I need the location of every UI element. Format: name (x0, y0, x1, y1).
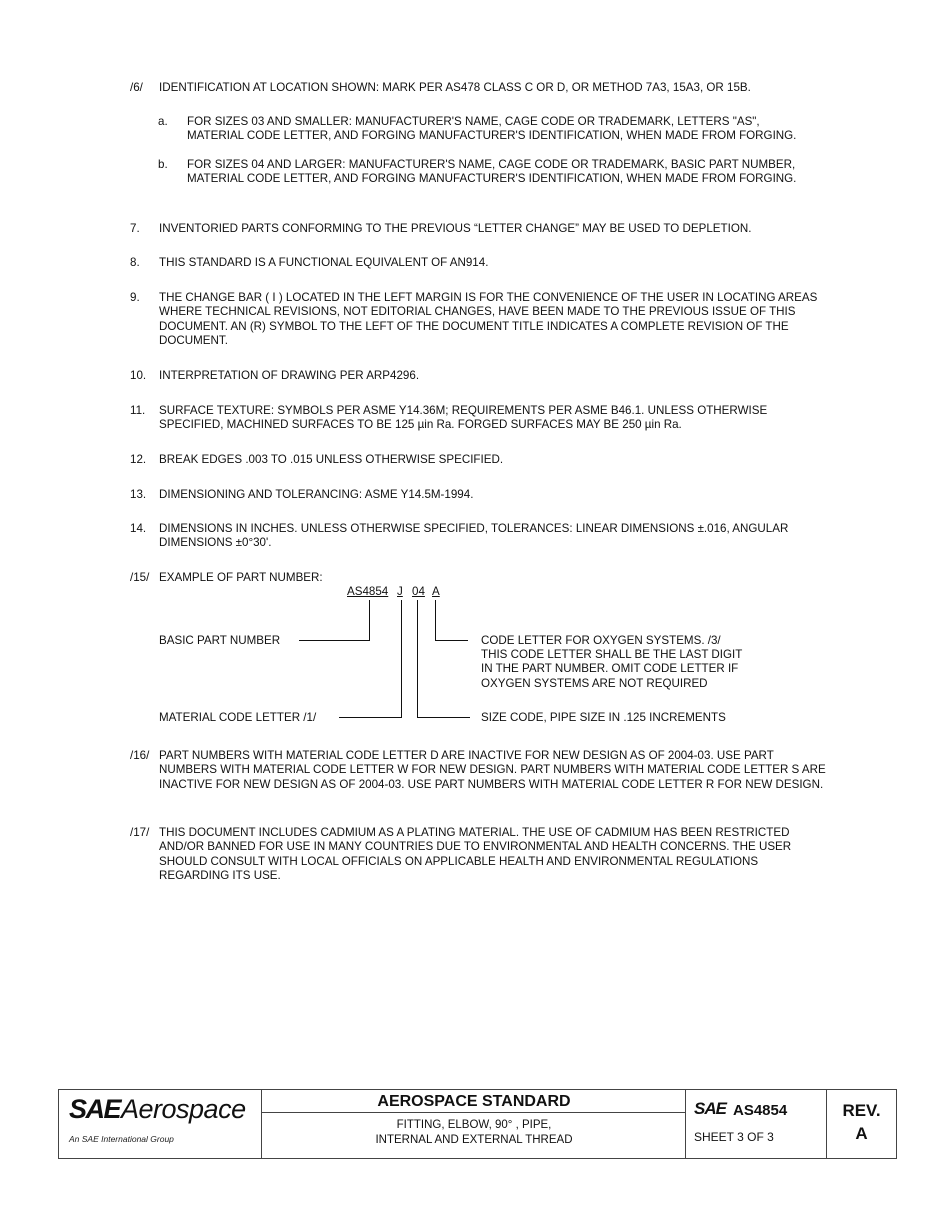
note-text: INTERPRETATION OF DRAWING PER ARP4296. (159, 369, 420, 382)
leader-material-horizontal (339, 717, 402, 718)
note-13 (130, 488, 830, 502)
sheet-number: SHEET 3 OF 3 (694, 1130, 774, 1144)
leader-code-horizontal (435, 640, 468, 641)
basic-part-label: BASIC PART NUMBER (159, 634, 281, 647)
note-6a (158, 115, 818, 144)
note-17 (130, 826, 830, 884)
note-number: a. (158, 115, 168, 128)
part-size-code: 04 (412, 585, 425, 598)
code-letter-label-1: CODE LETTER FOR OXYGEN SYSTEMS. /3/ (481, 634, 721, 647)
sae-small-logo: SAE (694, 1099, 726, 1118)
note-16 (130, 749, 830, 792)
revision-value: A (855, 1124, 868, 1143)
note-text: THIS STANDARD IS A FUNCTIONAL EQUIVALENT OF AN914. (159, 256, 489, 269)
note-text: EXAMPLE OF PART NUMBER: (159, 571, 323, 584)
revision-label: REV. (842, 1101, 881, 1120)
note-text: IDENTIFICATION AT LOCATION SHOWN: MARK PER AS478 CLASS C OR D, OR METHOD 7A3, 15A3, OR 15B. (159, 81, 751, 94)
note-11 (130, 404, 830, 433)
standard-heading: AEROSPACE STANDARD (262, 1090, 686, 1113)
document-number-cell (686, 1090, 827, 1158)
code-letter-label-3: IN THE PART NUMBER. OMIT CODE LETTER IF (481, 662, 739, 675)
note-text: PART NUMBERS WITH MATERIAL CODE LETTER D ARE INACTIVE FOR NEW DESIGN AS OF 2004-03. USE PART NUMBERS WITH MATERIAL CODE LETTER W FOR NEW DESIGN. PART NUMBERS WITH MATERIAL CODE LETTER S ARE INACTIVE FOR NEW DESIGN AS OF 2004-03. USE PART NUMBERS WITH MATERIAL CODE LETTER R FOR NEW DESIGN. (159, 749, 826, 791)
note-text: BREAK EDGES .003 TO .015 UNLESS OTHERWISE SPECIFIED. (159, 453, 504, 466)
leader-code-vertical (435, 600, 436, 640)
document-number: AS4854 (733, 1102, 788, 1119)
note-number: 12. (130, 453, 147, 466)
note-text: SURFACE TEXTURE: SYMBOLS PER ASME Y14.36M; REQUIREMENTS PER ASME B46.1. UNLESS OTHERWISE SPECIFIED, MACHINED SURFACES TO BE 125 µin Ra. FORGED SURFACES MAY BE 250 µin Ra. (159, 404, 768, 432)
note-number: 11. (130, 404, 146, 417)
part-material-letter: J (397, 585, 403, 598)
note-number: /15/ (130, 571, 150, 584)
note-14 (130, 522, 830, 551)
note-text: DIMENSIONS IN INCHES. UNLESS OTHERWISE SPECIFIED, TOLERANCES: LINEAR DIMENSIONS ±.016, ANGULAR DIMENSIONS ±0°30'. (159, 522, 789, 550)
sae-aerospace-logo (59, 1090, 262, 1158)
note-text: THE CHANGE BAR ( I ) LOCATED IN THE LEFT MARGIN IS FOR THE CONVENIENCE OF THE USER IN LOCATING AREAS WHERE TECHNICAL REVISIONS, NOT EDITORIAL CHANGES, HAVE BEEN MADE TO THE PREVIOUS ISSUE OF THIS DOCUMENT. AN (R) SYMBOL TO THE LEFT OF THE DOCUMENT TITLE INDICATES A COMPLETE REVISION OF THE DOCUMENT. (159, 291, 818, 348)
part-basic-number: AS4854 (347, 585, 389, 598)
note-text: INVENTORIED PARTS CONFORMING TO THE PREVIOUS “LETTER CHANGE” MAY BE USED TO DEPLETION. (159, 222, 752, 235)
code-letter-label-2: THIS CODE LETTER SHALL BE THE LAST DIGIT (481, 648, 743, 661)
leader-basic-horizontal (299, 640, 370, 641)
note-text: FOR SIZES 04 AND LARGER: MANUFACTURER'S NAME, CAGE CODE OR TRADEMARK, BASIC PART NUMBER, MATERIAL CODE LETTER, AND FORGING MANUFACTURER'S IDENTIFICATION, WHEN MADE FROM FORGING. (187, 158, 797, 186)
note-number: b. (158, 158, 168, 171)
logo-tagline: An SAE International Group (69, 1134, 174, 1144)
note-text: DIMENSIONING AND TOLERANCING: ASME Y14.5M-1994. (159, 488, 474, 501)
title-line-2: INTERNAL AND EXTERNAL THREAD (375, 1134, 573, 1146)
note-number: /6/ (130, 81, 143, 94)
leader-material-vertical (401, 600, 402, 717)
note-12 (130, 453, 830, 467)
document-title-cell (262, 1090, 686, 1158)
note-8 (130, 256, 830, 270)
title-line-1: FITTING, ELBOW, 90° , PIPE, (396, 1119, 552, 1131)
note-number: 14. (130, 522, 147, 535)
note-6b (158, 158, 818, 187)
revision-cell (827, 1090, 896, 1158)
note-number: 9. (130, 291, 140, 304)
leader-basic-vertical (369, 600, 370, 640)
logo-aerospace-text: Aerospace (121, 1094, 246, 1124)
leader-size-vertical (417, 600, 418, 717)
note-text: THIS DOCUMENT INCLUDES CADMIUM AS A PLATING MATERIAL. THE USE OF CADMIUM HAS BEEN RESTRICTED AND/OR BANNED FOR USE IN MANY COUNTRIES DUE TO ENVIRONMENTAL AND HEALTH CONCERNS. THE USER SHOULD CONSULT WITH LOCAL OFFICIALS ON APPLICABLE HEALTH AND ENVIRONMENTAL REGULATIONS REGARDING ITS USE. (159, 826, 792, 883)
code-letter-label-4: OXYGEN SYSTEMS ARE NOT REQUIRED (481, 677, 708, 690)
note-text: FOR SIZES 03 AND SMALLER: MANUFACTURER'S NAME, CAGE CODE OR TRADEMARK, LETTERS "AS", MATERIAL CODE LETTER, AND FORGING MANUFACTURER'S IDENTIFICATION, WHEN MADE FROM FORGING. (187, 115, 797, 143)
note-number: /16/ (130, 749, 150, 762)
material-code-label: MATERIAL CODE LETTER /1/ (159, 711, 317, 724)
note-number: 8. (130, 256, 140, 269)
note-7 (130, 222, 830, 236)
note-number: 10. (130, 369, 147, 382)
note-number: 13. (130, 488, 147, 501)
note-number: 7. (130, 222, 140, 235)
logo-sae-mark: SAE (69, 1094, 121, 1124)
size-code-label: SIZE CODE, PIPE SIZE IN .125 INCREMENTS (481, 711, 726, 724)
note-10 (130, 369, 830, 383)
note-6 (130, 81, 830, 95)
note-15 (130, 571, 830, 585)
note-number: /17/ (130, 826, 150, 839)
note-9 (130, 291, 830, 349)
part-code-letter: A (432, 585, 440, 598)
leader-size-horizontal (417, 717, 470, 718)
title-block (58, 1089, 897, 1159)
